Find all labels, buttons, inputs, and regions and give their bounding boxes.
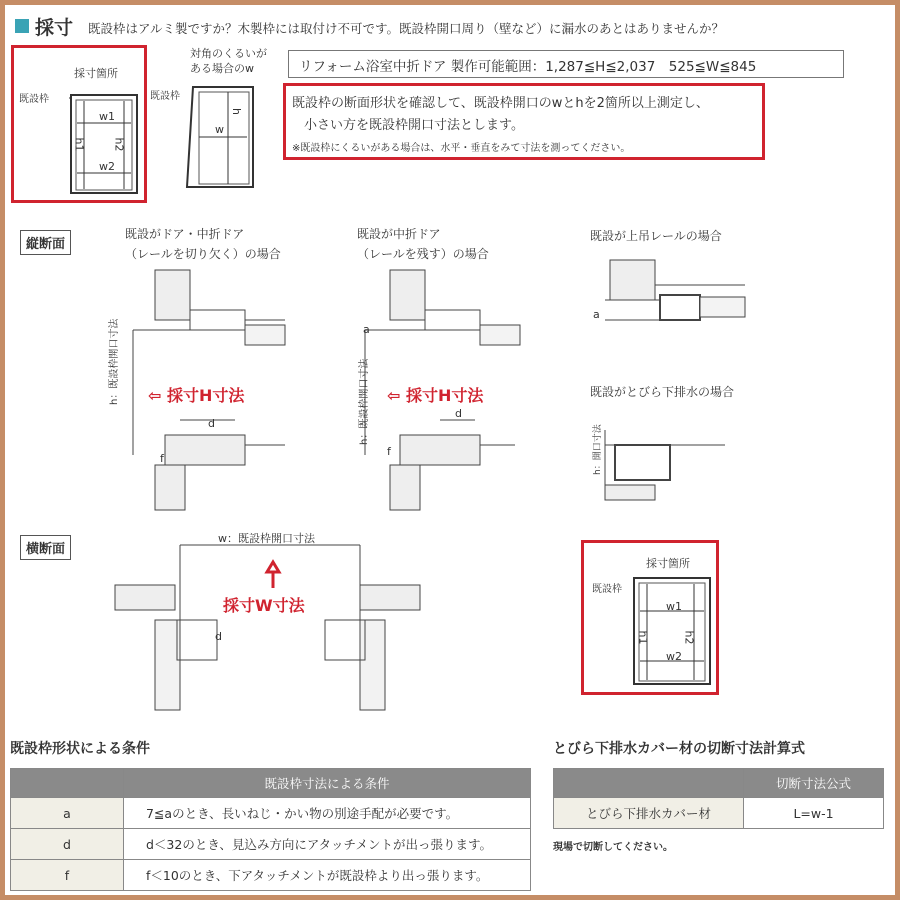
note-line: ※既設枠にくるいがある場合は、水平・垂直をみて寸法を測ってください。 (292, 143, 631, 154)
d-label: d (455, 407, 462, 420)
measure-location-diagram (11, 45, 147, 203)
row-value: L=w-1 (744, 798, 884, 829)
measure-h-arrow: ⇦ 採寸H寸法 (148, 386, 245, 405)
measurement-notes-box (283, 83, 765, 160)
horizontal-section-label: 横断面 (20, 535, 71, 560)
page-subtitle: 既設枠はアルミ製ですか？木製枠には取付け不可です。既設枠開口周り（壁など）に漏水のあとはありませんか？ (88, 21, 725, 36)
case-caption: （レールを残す）の場合 (357, 247, 489, 261)
header-square-icon (15, 19, 29, 33)
w1-label: w1 (99, 110, 115, 123)
skewed-frame-drawing (185, 85, 265, 195)
row-value: f＜10のとき、下アタッチメントが既設枠より出っ張ります。 (124, 860, 531, 891)
a-label: a (363, 323, 370, 336)
row-key: a (11, 798, 124, 829)
measure-h-label: 採寸H寸法 (405, 386, 484, 405)
table-row (11, 829, 531, 860)
case-caption: 既設がとびら下排水の場合 (590, 385, 735, 399)
case-caption: 既設が中折ドア (357, 227, 441, 241)
w2-label: w2 (99, 160, 115, 173)
h-label: h (229, 108, 243, 115)
h-dimension-label: h：既設枠開口寸法 (109, 318, 120, 405)
d-label: d (208, 417, 215, 430)
table-header: 既設枠寸法による条件 (124, 769, 531, 798)
table-header: 切断寸法公式 (744, 769, 884, 798)
d-label: d (215, 630, 222, 643)
page-title: 採寸 (35, 17, 74, 39)
horizontal-section-drawing (105, 540, 425, 715)
measure-h-arrow: ⇦ 採寸H寸法 (387, 386, 484, 405)
h-dimension-label: h：開口寸法 (593, 424, 603, 475)
measure-location-diagram-2 (581, 540, 719, 695)
f-label: f (160, 452, 164, 465)
diagram-caption: 採寸箇所 (74, 67, 118, 80)
a-label: a (593, 308, 600, 321)
measure-h-label: 採寸H寸法 (166, 386, 245, 405)
cut-formula-table (553, 768, 884, 829)
case-caption: 既設がドア・中折ドア (125, 227, 245, 241)
frame-label: 既設枠 (150, 91, 180, 102)
diagram-caption: 採寸箇所 (646, 557, 690, 570)
note-line: 既設枠の断面形状を確認して、既設枠開口のwとhを2箇所以上測定し、 (292, 96, 709, 111)
diagram2-caption: ある場合のw (190, 62, 254, 75)
table-header (11, 769, 124, 798)
w1-label: w1 (666, 600, 682, 613)
h1-label: h1 (72, 137, 86, 152)
f-label: f (387, 445, 391, 458)
h1-label: h1 (636, 630, 650, 645)
row-key: とびら下排水カバー材 (554, 798, 744, 829)
conditions-table (10, 768, 531, 891)
note-line: 小さい方を既設枠開口寸法とします。 (304, 118, 524, 133)
row-value: d＜32のとき、見込み方向にアタッチメントが出っ張ります。 (124, 829, 531, 860)
frame-label: 既設枠 (592, 584, 622, 595)
case-caption: 既設が上吊レールの場合 (590, 229, 722, 243)
table-row (11, 860, 531, 891)
h-dimension-label: h：既設枠開口寸法 (359, 358, 370, 445)
production-range-box: リフォーム浴室中折ドア 製作可能範囲：1,287≦H≦2,037 525≦W≦845 (288, 50, 844, 78)
conditions-table-title: 既設枠形状による条件 (10, 741, 150, 757)
table-row (11, 798, 531, 829)
w-dimension-label: w：既設枠開口寸法 (218, 532, 315, 545)
cut-note: 現場で切断してください。 (553, 842, 673, 853)
diagram2-caption: 対角のくるいが (190, 47, 267, 60)
row-key: f (11, 860, 124, 891)
h2-label: h2 (112, 137, 126, 152)
vertical-section-label: 縦断面 (20, 230, 71, 255)
w2-label: w2 (666, 650, 682, 663)
w-label: w (215, 123, 224, 136)
h2-label: h2 (682, 630, 696, 645)
cut-formula-table-title: とびら下排水カバー材の切断寸法計算式 (553, 741, 805, 757)
row-key: d (11, 829, 124, 860)
measure-w-label: 採寸W寸法 (223, 596, 305, 615)
frame-label: 既設枠 (19, 94, 49, 105)
table-row (554, 798, 884, 829)
table-header (554, 769, 744, 798)
row-value: 7≦aのとき、長いねじ・かい物の別途手配が必要です。 (124, 798, 531, 829)
case-caption: （レールを切り欠く）の場合 (125, 247, 281, 261)
